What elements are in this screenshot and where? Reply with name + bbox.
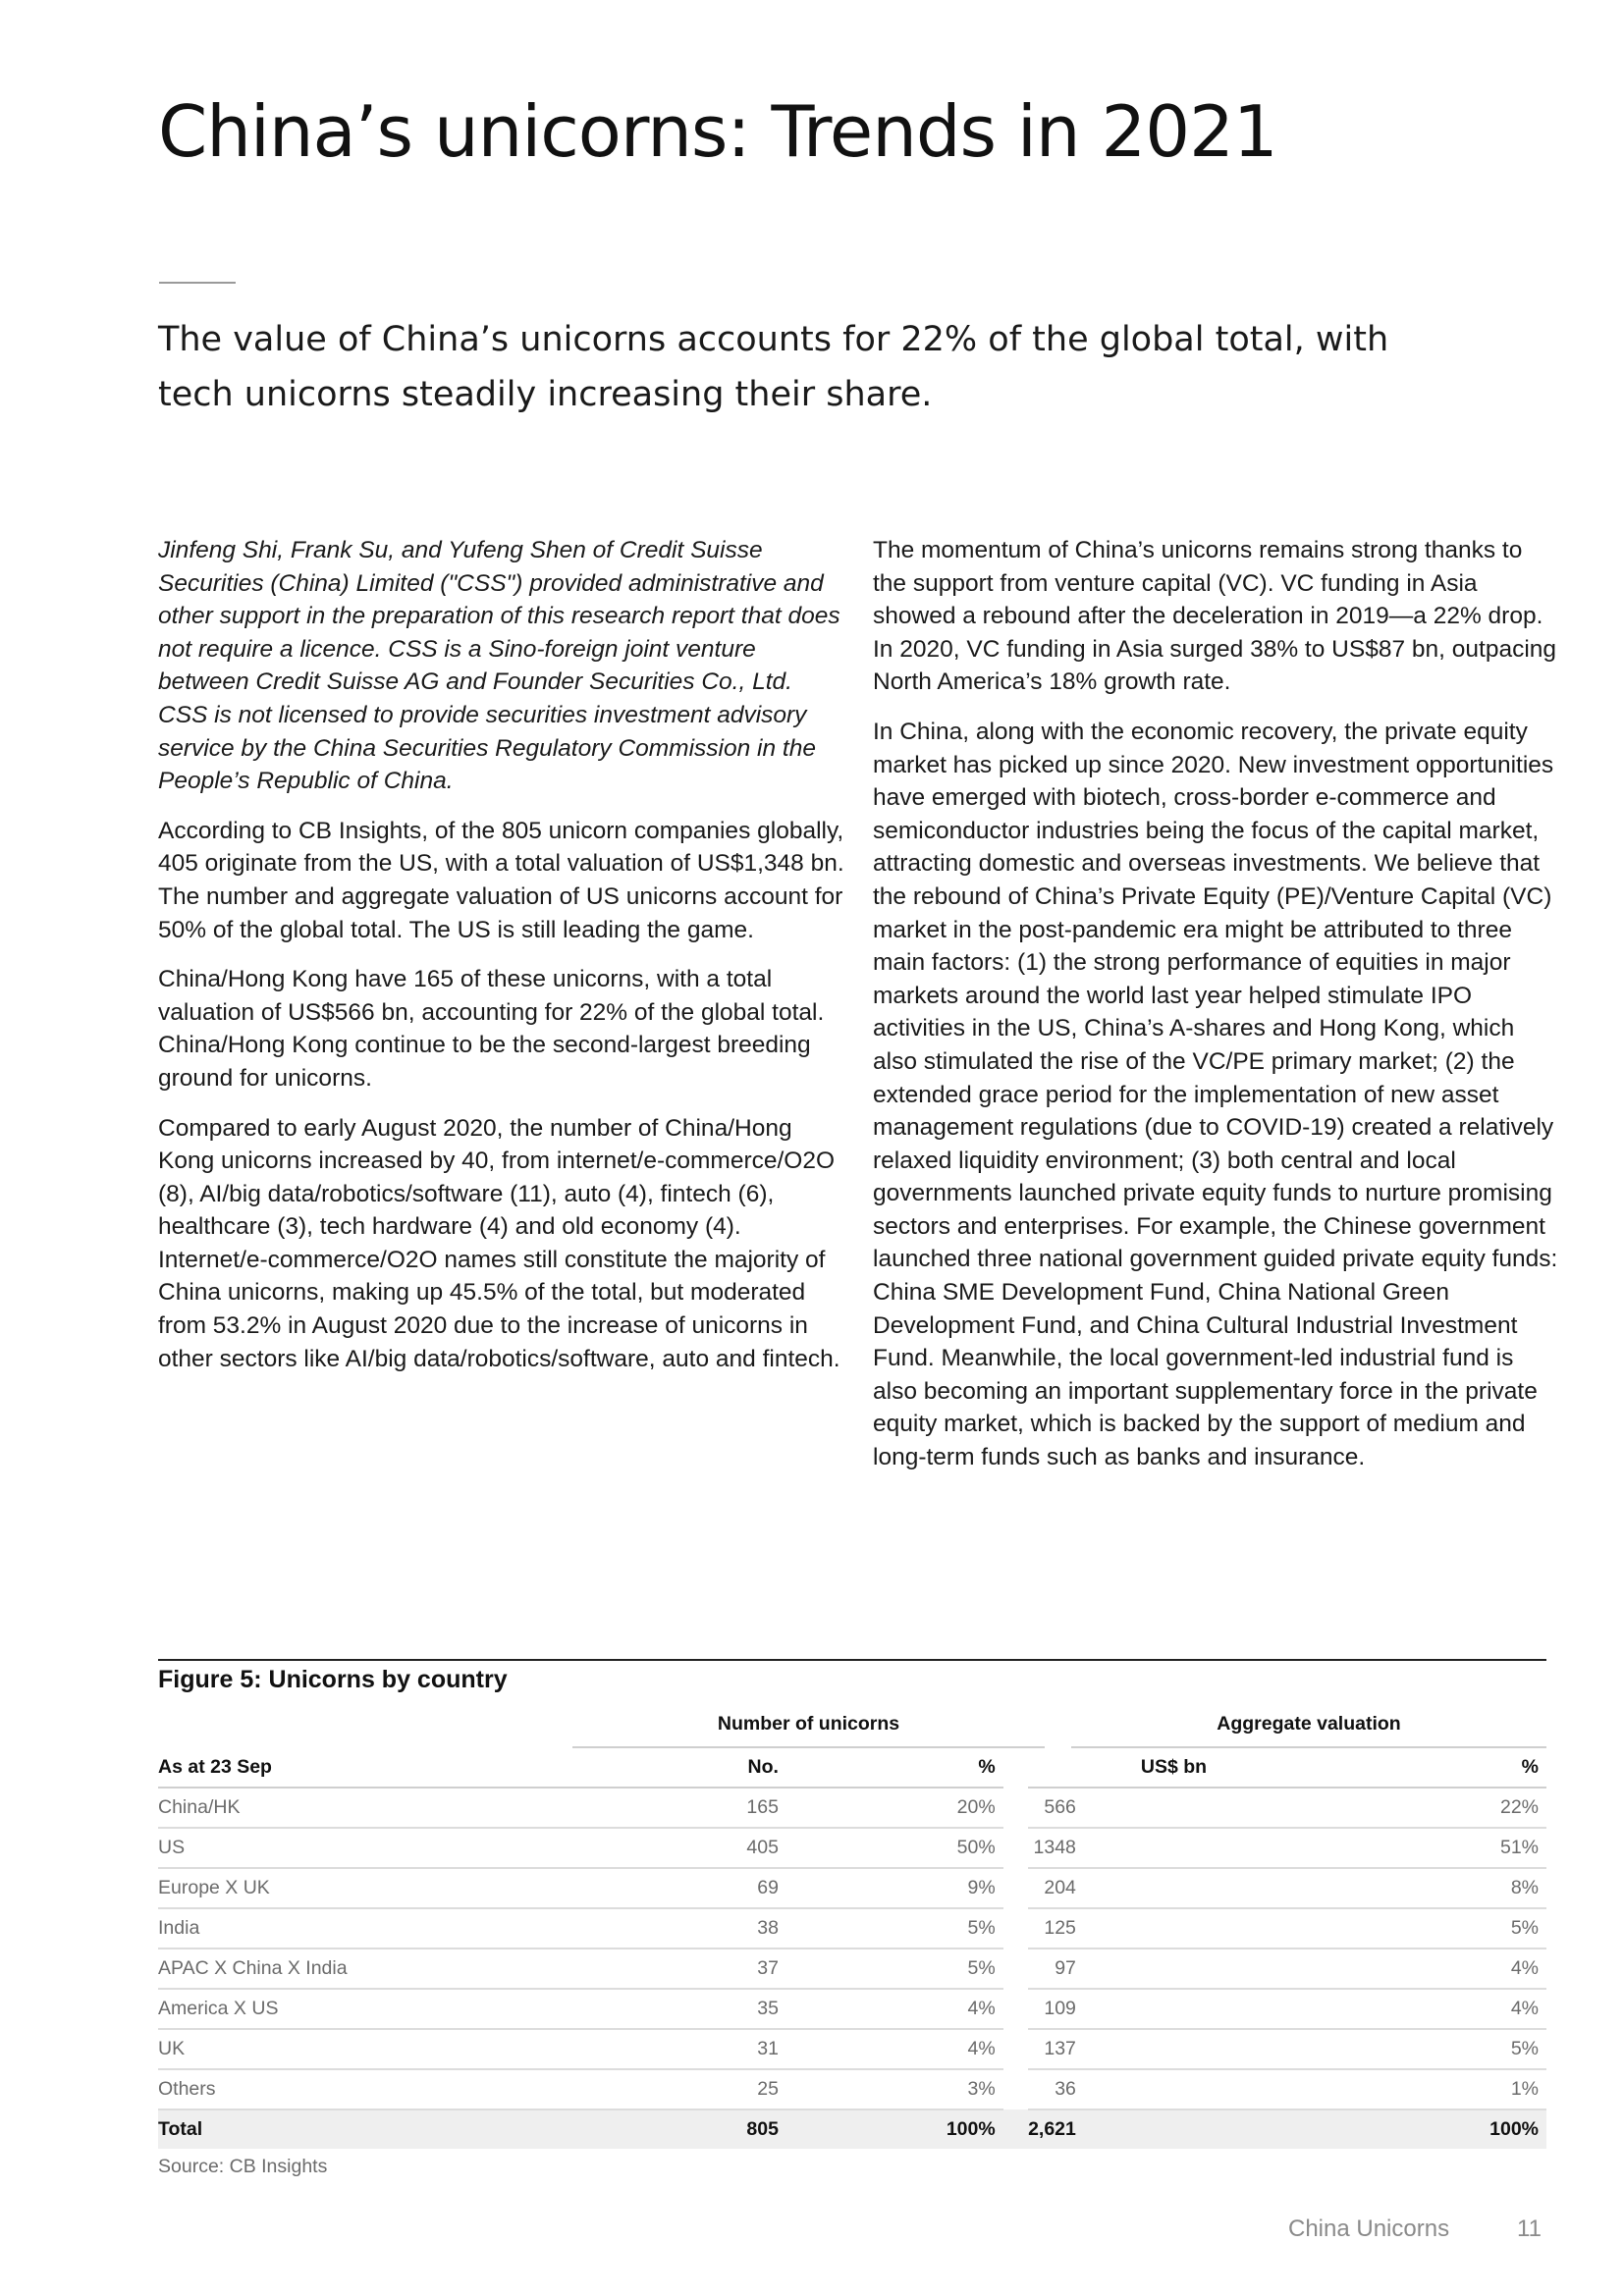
title-divider xyxy=(159,282,236,284)
table-cell: 31 xyxy=(553,2029,786,2069)
table-row xyxy=(158,1949,1546,1989)
figure-top-rule xyxy=(158,1659,1546,1661)
table-cell: 204 xyxy=(1028,1868,1320,1908)
table-cell: 51% xyxy=(1320,1828,1546,1868)
table-cell: Europe X UK xyxy=(158,1868,553,1908)
table-cell: 1348 xyxy=(1028,1828,1320,1868)
table-cell: 5% xyxy=(1320,1908,1546,1949)
table-cell: Total xyxy=(158,2109,553,2149)
page-title: China’s unicorns: Trends in 2021 xyxy=(158,90,1277,173)
column-header: % xyxy=(1320,1748,1546,1788)
table-cell: 3% xyxy=(786,2069,1003,2109)
table-cell: China/HK xyxy=(158,1788,553,1828)
page-subtitle: The value of China’s unicorns accounts for 22% of the global total, with tech unicorns steadily increasing their share. xyxy=(158,320,1389,414)
table-cell: 100% xyxy=(1320,2109,1546,2149)
table-cell: 97 xyxy=(1028,1949,1320,1989)
table-cell: 405 xyxy=(553,1828,786,1868)
table-cell: 50% xyxy=(786,1828,1003,1868)
table-cell: 4% xyxy=(786,2029,1003,2069)
column-header: % xyxy=(786,1748,1003,1788)
table-cell: 165 xyxy=(553,1788,786,1828)
table-cell: 37 xyxy=(553,1949,786,1989)
figure-title: Figure 5: Unicorns by country xyxy=(158,1666,508,1693)
table-cell: 38 xyxy=(553,1908,786,1949)
body-paragraph: Compared to early August 2020, the number of China/Hong Kong unicorns increased by 40, from internet/e-commerce/O2O (8), AI/big data/robotics/software (11), auto (4), fintech (6), healthcare (3), tech hardware (4) and old economy (4). Internet/e-commerce/O2O names still constitute the majority of China unicorns, making up 45.5% of the total, but moderated from 53.2% in August 2020 due to the increase of unicorns in other sectors like AI/big data/robotics/software, auto and fintech. xyxy=(158,1114,840,1372)
footer-label: China Unicorns xyxy=(1288,2216,1450,2242)
table-body xyxy=(158,1788,1546,2149)
table-row xyxy=(158,1868,1546,1908)
table-row xyxy=(158,2029,1546,2069)
table-header-row xyxy=(158,1748,1546,1788)
table-cell: America X US xyxy=(158,1989,553,2029)
body-paragraph: In China, along with the economic recovery, the private equity market has picked up since 2020. New investment opportunities have emerged with biotech, cross-border e-commerce and semiconductor industries being the focus of the capital market, attracting domestic and overseas investments. We believe that the rebound of China’s Private Equity (PE)/Venture Capital (VC) market in the post-pandemic era might be attributed to three main factors: (1) the strong performance of equities in major markets around the world last year helped stimulate IPO activities in the US, China’s A-shares and Hong Kong, which also stimulated the rise of the VC/PE primary market; (2) the extended grace period for the implementation of new asset management regulations (due to COVID-19) created a relatively relaxed liquidity environment; (3) both central and local governments launched private equity funds to nurture promising sectors and enterprises. For example, the Chinese government launched three national government guided private equity funds: China SME Development Fund, China National Green Development Fund, and China Cultural Industrial Investment Fund. Meanwhile, the local government-led industrial fund is also becoming an important supplementary force in the private equity market, which is backed by the support of medium and long-term funds such as banks and insurance. xyxy=(873,718,1558,1471)
table-cell: Others xyxy=(158,2069,553,2109)
table-cell: 1% xyxy=(1320,2069,1546,2109)
table-cell: 9% xyxy=(786,1868,1003,1908)
table-row xyxy=(158,1788,1546,1828)
disclaimer-paragraph: Jinfeng Shi, Frank Su, and Yufeng Shen of Credit Suisse Securities (China) Limited ("CSS") provided administrative and other support in the preparation of this research report that does not require a licence. CSS is a Sino-foreign joint venture between Credit Suisse AG and Founder Securities Co., Ltd. CSS is not licensed to provide securities investment advisory service by the China Securities Regulatory Commission in the People’s Republic of China. xyxy=(158,537,840,795)
table-cell: 4% xyxy=(1320,1989,1546,2029)
table-cell: 805 xyxy=(553,2109,786,2149)
column-header: US$ bn xyxy=(1028,1748,1320,1788)
table-cell: UK xyxy=(158,2029,553,2069)
table-cell: 137 xyxy=(1028,2029,1320,2069)
left-column xyxy=(158,534,845,1392)
table-cell: 4% xyxy=(786,1989,1003,2029)
table-cell: 125 xyxy=(1028,1908,1320,1949)
unicorns-table xyxy=(158,1748,1546,2149)
table-cell: 25 xyxy=(553,2069,786,2109)
column-header: No. xyxy=(553,1748,786,1788)
table-cell: 109 xyxy=(1028,1989,1320,2029)
table-cell: 2,621 xyxy=(1028,2109,1320,2149)
table-row xyxy=(158,2069,1546,2109)
group-header-number: Number of unicorns xyxy=(717,1713,900,1735)
page-number: 11 xyxy=(1517,2216,1542,2242)
body-paragraph: The momentum of China’s unicorns remains strong thanks to the support from venture capital (VC). VC funding in Asia showed a rebound after the deceleration in 2019—a 22% drop. In 2020, VC funding in Asia surged 38% to US$87 bn, outpacing North America’s 18% growth rate. xyxy=(873,537,1557,696)
column-header: As at 23 Sep xyxy=(158,1748,553,1788)
table-cell: 4% xyxy=(1320,1949,1546,1989)
table-cell: 566 xyxy=(1028,1788,1320,1828)
table-cell: 35 xyxy=(553,1989,786,2029)
table-row xyxy=(158,1908,1546,1949)
group-header-valuation: Aggregate valuation xyxy=(1217,1713,1401,1735)
table-row xyxy=(158,1989,1546,2029)
table-row xyxy=(158,1828,1546,1868)
figure-source: Source: CB Insights xyxy=(158,2156,328,2177)
right-column xyxy=(873,534,1560,1491)
table-cell: 22% xyxy=(1320,1788,1546,1828)
body-paragraph: China/Hong Kong have 165 of these unicorns, with a total valuation of US$566 bn, accounting for 22% of the global total. China/Hong Kong continue to be the second-largest breeding ground for unicorns. xyxy=(158,966,825,1092)
table-cell: 20% xyxy=(786,1788,1003,1828)
table-cell: APAC X China X India xyxy=(158,1949,553,1989)
table-cell: 36 xyxy=(1028,2069,1320,2109)
table-cell: 69 xyxy=(553,1868,786,1908)
table-cell: India xyxy=(158,1908,553,1949)
body-paragraph: According to CB Insights, of the 805 unicorn companies globally, 405 originate from the US, with a total valuation of US$1,348 bn. The number and aggregate valuation of US unicorns account for 50% of the global total. The US is still leading the game. xyxy=(158,817,844,943)
table-cell: 100% xyxy=(786,2109,1003,2149)
table-cell: 8% xyxy=(1320,1868,1546,1908)
table-cell: US xyxy=(158,1828,553,1868)
table-cell: 5% xyxy=(786,1908,1003,1949)
table-total-row xyxy=(158,2109,1546,2149)
table-cell: 5% xyxy=(786,1949,1003,1989)
table-cell: 5% xyxy=(1320,2029,1546,2069)
